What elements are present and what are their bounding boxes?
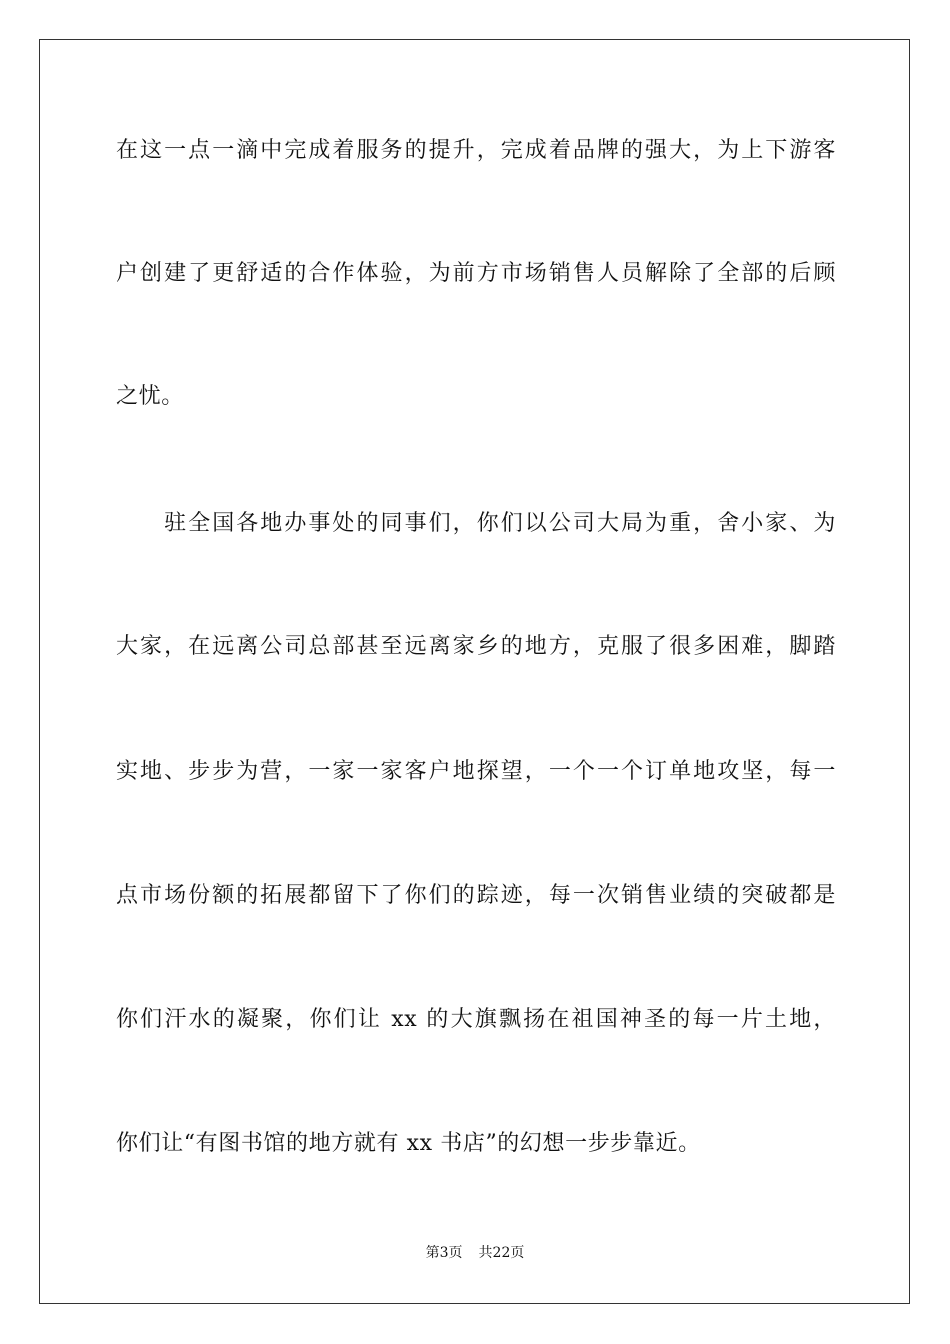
paragraph-line-6: 实地、步步为营，一家一家客户地探望，一个一个订单地攻坚，每一	[116, 759, 836, 784]
page-number: 第3页	[425, 1245, 463, 1261]
paragraph-line-1: 在这一点一滴中完成着服务的提升，完成着品牌的强大，为上下游客	[116, 138, 836, 163]
paragraph-line-2: 户创建了更舒适的合作体验，为前方市场销售人员解除了全部的后顾	[116, 261, 836, 286]
paragraph-line-8: 你们汗水的凝聚，你们让 xx 的大旗飘扬在祖国神圣的每一片土地，	[116, 1007, 836, 1032]
paragraph-line-3: 之忧。	[116, 384, 184, 409]
paragraph-line-5: 大家，在远离公司总部甚至远离家乡的地方，克服了很多困难，脚踏	[116, 634, 836, 659]
page-footer	[0, 1243, 950, 1263]
paragraph-line-4: 驻全国各地办事处的同事们，你们以公司大局为重，舍小家、为	[116, 511, 836, 536]
paragraph-line-9: 你们让“有图书馆的地方就有 xx 书店”的幻想一步步靠近。	[116, 1131, 701, 1156]
page-border	[39, 39, 910, 1304]
page-total: 共22页	[478, 1245, 525, 1261]
paragraph-line-7: 点市场份额的拓展都留下了你们的踪迹，每一次销售业绩的突破都是	[116, 883, 836, 908]
